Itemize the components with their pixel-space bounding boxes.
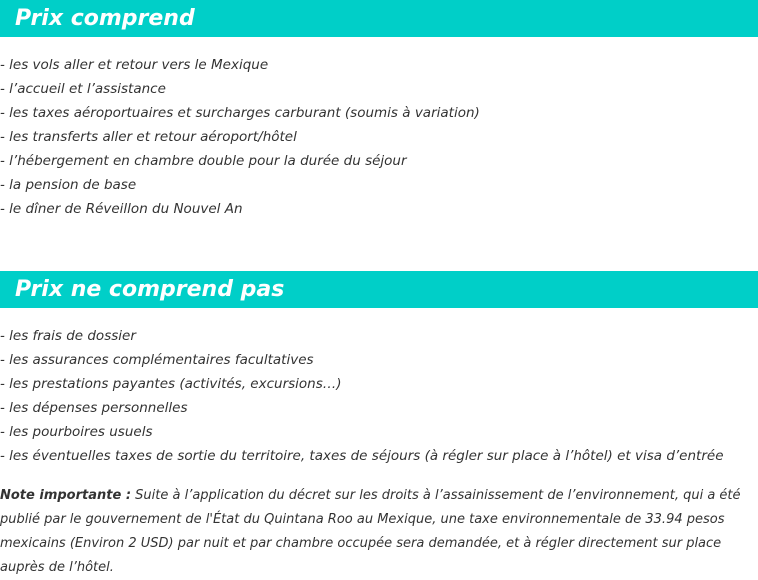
list-item: - les taxes aéroportuaires et surcharges carburant (soumis à variation) <box>0 105 480 121</box>
list-item: - les éventuelles taxes de sortie du territoire, taxes de séjours (à régler sur place à l’hôtel) et visa d’entrée <box>0 448 724 464</box>
list-item: - les dépenses personnelles <box>0 400 188 416</box>
important-note <box>0 484 758 580</box>
list-item: - les frais de dossier <box>0 328 136 344</box>
list-item: - l’accueil et l’assistance <box>0 81 166 97</box>
list-item: - l’hébergement en chambre double pour la durée du séjour <box>0 153 407 169</box>
list-item: - les vols aller et retour vers le Mexique <box>0 57 269 73</box>
excluded-items-list <box>0 324 724 468</box>
included-items-list <box>0 53 480 221</box>
included-section-title: Prix comprend <box>0 0 758 37</box>
note-label: Note importante : <box>0 488 132 503</box>
list-item: - les assurances complémentaires facultatives <box>0 352 314 368</box>
excluded-section-title: Prix ne comprend pas <box>0 271 758 308</box>
list-item: - le dîner de Réveillon du Nouvel An <box>0 201 243 217</box>
note-text: Suite à l’application du décret sur les droits à l’assainissement de l’environnement, qui a été publié par le gouvernement de l'État du Quintana Roo au Mexique, une taxe environnementale de 33.94 pesos mexicains (Environ 2 USD) par nuit et par chambre occupée sera demandée, et à régler directement sur place auprès de l’hôtel. <box>0 488 741 575</box>
list-item: - les prestations payantes (activités, excursions…) <box>0 376 342 392</box>
list-item: - la pension de base <box>0 177 137 193</box>
list-item: - les pourboires usuels <box>0 424 153 440</box>
list-item: - les transferts aller et retour aéroport/hôtel <box>0 129 297 145</box>
